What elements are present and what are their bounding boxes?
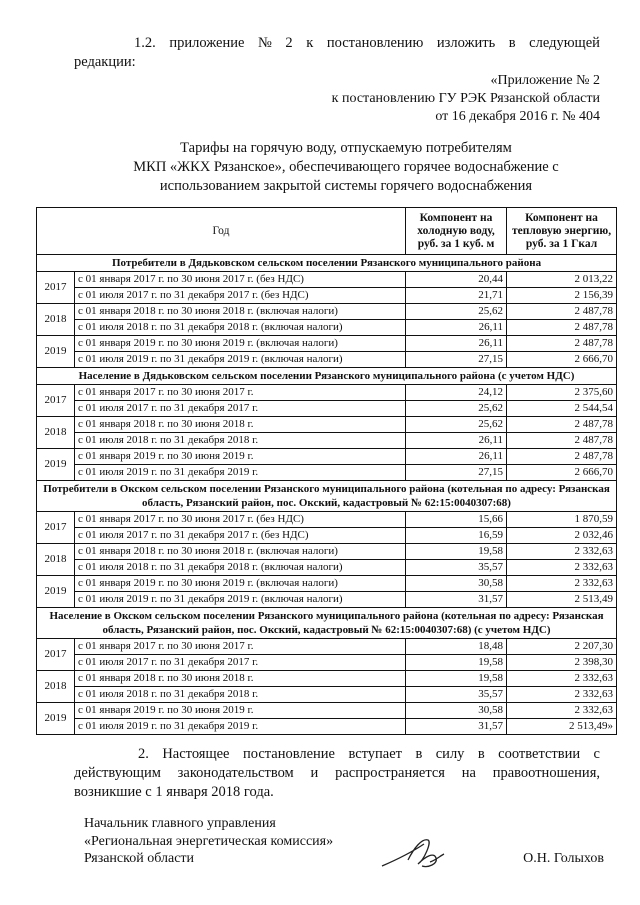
section-title: Потребители в Дядьковском сельском поселении Рязанского муниципального района	[37, 255, 617, 272]
table-row	[37, 560, 617, 576]
period-cell: с 01 января 2019 г. по 30 июня 2019 г. (включая налоги)	[75, 336, 406, 352]
period-cell: с 01 июля 2019 г. по 31 декабря 2019 г. (включая налоги)	[75, 592, 406, 608]
table-row	[37, 385, 617, 401]
year-cell: 2019	[37, 576, 75, 608]
appendix-line-1: «Приложение № 2	[490, 73, 600, 88]
table-row	[37, 417, 617, 433]
period-cell: с 01 июля 2018 г. по 31 декабря 2018 г.	[75, 433, 406, 449]
paragraph-1-2-line2: редакции:	[74, 54, 136, 70]
period-cell: с 01 июля 2019 г. по 31 декабря 2019 г.	[75, 719, 406, 735]
period-cell: с 01 января 2018 г. по 30 июня 2018 г.	[75, 417, 406, 433]
word: к	[306, 35, 314, 51]
heat-energy-cell: 2 487,78	[507, 449, 617, 465]
cold-water-cell: 27,15	[406, 465, 507, 481]
table-row	[37, 544, 617, 560]
word: изложить	[436, 35, 496, 51]
paragraph-number: 1.2.	[134, 35, 156, 51]
period-cell: с 01 января 2019 г. по 30 июня 2019 г.	[75, 703, 406, 719]
table-row	[37, 465, 617, 481]
handwritten-signature	[378, 830, 448, 874]
cold-water-cell: 30,58	[406, 576, 507, 592]
period-cell: с 01 января 2019 г. по 30 июня 2019 г. (включая налоги)	[75, 576, 406, 592]
word: приложение	[169, 35, 245, 51]
table-row	[37, 288, 617, 304]
heat-energy-cell: 2 375,60	[507, 385, 617, 401]
word: постановлению	[326, 35, 424, 51]
appendix-line-2: к постановлению ГУ РЭК Рязанской области	[331, 91, 600, 106]
table-row	[37, 352, 617, 368]
heat-energy-cell: 2 332,63	[507, 576, 617, 592]
year-cell: 2019	[37, 449, 75, 481]
table-row	[37, 272, 617, 288]
section-header-row	[37, 255, 617, 272]
cold-water-cell: 18,48	[406, 639, 507, 655]
heat-energy-cell: 2 487,78	[507, 320, 617, 336]
table-row	[37, 512, 617, 528]
heat-energy-cell: 2 332,63	[507, 671, 617, 687]
cold-water-cell: 24,12	[406, 385, 507, 401]
table-row	[37, 719, 617, 735]
position-line-2: «Региональная энергетическая комиссия»	[84, 833, 334, 849]
heat-energy-cell: 2 332,63	[507, 687, 617, 703]
cold-water-cell: 25,62	[406, 304, 507, 320]
year-cell: 2018	[37, 671, 75, 703]
word: 2	[285, 35, 293, 51]
cold-water-cell: 31,57	[406, 592, 507, 608]
section-header-row	[37, 481, 617, 512]
period-cell: с 01 января 2018 г. по 30 июня 2018 г. (включая налоги)	[75, 304, 406, 320]
paragraph-2	[74, 745, 600, 802]
heat-energy-cell: 2 666,70	[507, 352, 617, 368]
heat-energy-cell: 2 487,78	[507, 433, 617, 449]
heat-energy-cell: 2 332,63	[507, 544, 617, 560]
section-header-row	[37, 368, 617, 385]
table-row	[37, 304, 617, 320]
year-cell: 2019	[37, 703, 75, 735]
cold-water-cell: 27,15	[406, 352, 507, 368]
heat-energy-cell: 2 487,78	[507, 417, 617, 433]
period-cell: с 01 января 2017 г. по 30 июня 2017 г.	[75, 385, 406, 401]
period-cell: с 01 января 2017 г. по 30 июня 2017 г. (без НДС)	[75, 512, 406, 528]
table-row	[37, 703, 617, 719]
section-title: Население в Дядьковском сельском поселении Рязанского муниципального района (с учетом НДС)	[37, 368, 617, 385]
heat-energy-cell: 2 332,63	[507, 703, 617, 719]
table-row	[37, 433, 617, 449]
heat-energy-cell: 2 398,30	[507, 655, 617, 671]
cold-water-cell: 20,44	[406, 272, 507, 288]
heat-energy-cell: 1 870,59	[507, 512, 617, 528]
table-row	[37, 401, 617, 417]
heat-energy-cell: 2 513,49	[507, 592, 617, 608]
table-row	[37, 687, 617, 703]
table-title	[90, 139, 602, 196]
cold-water-cell: 31,57	[406, 719, 507, 735]
period-cell: с 01 июля 2017 г. по 31 декабря 2017 г. (без НДС)	[75, 528, 406, 544]
period-cell: с 01 июля 2019 г. по 31 декабря 2019 г.	[75, 465, 406, 481]
cold-water-cell: 30,58	[406, 703, 507, 719]
table-row	[37, 336, 617, 352]
cold-water-cell: 16,59	[406, 528, 507, 544]
heat-energy-cell: 2 032,46	[507, 528, 617, 544]
cold-water-cell: 25,62	[406, 417, 507, 433]
cold-water-cell: 19,58	[406, 655, 507, 671]
title-line-3: использованием закрытой системы горячего водоснабжения	[159, 178, 533, 194]
table-row	[37, 639, 617, 655]
position-line-1: Начальник главного управления	[84, 816, 276, 831]
cold-water-cell: 35,57	[406, 687, 507, 703]
period-cell: с 01 января 2017 г. по 30 июня 2017 г.	[75, 639, 406, 655]
heat-energy-cell: 2 487,78	[507, 336, 617, 352]
period-cell: с 01 июля 2017 г. по 31 декабря 2017 г.	[75, 401, 406, 417]
table-row	[37, 671, 617, 687]
period-cell: с 01 июля 2017 г. по 31 декабря 2017 г.	[75, 655, 406, 671]
heat-energy-cell: 2 332,63	[507, 560, 617, 576]
title-line-2: МКП «ЖКХ Рязанское», обеспечивающего горячее водоснабжение с	[133, 159, 559, 175]
header-year: Год	[37, 208, 406, 255]
cold-water-cell: 26,11	[406, 336, 507, 352]
appendix-line-3: от 16 декабря 2016 г. № 404	[435, 109, 600, 124]
table-row	[37, 320, 617, 336]
cold-water-cell: 15,66	[406, 512, 507, 528]
year-cell: 2018	[37, 544, 75, 576]
appendix-header	[260, 72, 600, 126]
heat-energy-cell: 2 487,78	[507, 304, 617, 320]
year-cell: 2017	[37, 385, 75, 417]
table-row	[37, 655, 617, 671]
position-line-3: Рязанской области	[84, 851, 195, 866]
paragraph-1-2	[74, 34, 600, 72]
period-cell: с 01 января 2018 г. по 30 июня 2018 г. (включая налоги)	[75, 544, 406, 560]
period-cell: с 01 января 2018 г. по 30 июня 2018 г.	[75, 671, 406, 687]
section-title: Население в Окском сельском поселении Рязанского муниципального района (котельная по адресу: Рязанская область, Рязанский район, пос. Окский, кадастровый № 62:15:0040307:68) (с учетом НДС)	[37, 608, 617, 639]
period-cell: с 01 июля 2017 г. по 31 декабря 2017 г. (без НДС)	[75, 288, 406, 304]
year-cell: 2017	[37, 272, 75, 304]
cold-water-cell: 19,58	[406, 671, 507, 687]
period-cell: с 01 января 2017 г. по 30 июня 2017 г. (без НДС)	[75, 272, 406, 288]
word: следующей	[529, 35, 600, 51]
heat-energy-cell: 2 513,49»	[507, 719, 617, 735]
cold-water-cell: 26,11	[406, 449, 507, 465]
cold-water-cell: 26,11	[406, 433, 507, 449]
heat-energy-cell: 2 666,70	[507, 465, 617, 481]
tariff-table	[36, 207, 617, 735]
cold-water-cell: 35,57	[406, 560, 507, 576]
period-cell: с 01 июля 2018 г. по 31 декабря 2018 г.	[75, 687, 406, 703]
period-cell: с 01 июля 2018 г. по 31 декабря 2018 г. (включая налоги)	[75, 560, 406, 576]
header-cold-water: Компонент на холодную воду, руб. за 1 куб. м	[406, 208, 507, 255]
section-title: Потребители в Окском сельском поселении Рязанского муниципального района (котельная по адресу: Рязанская область, Рязанский район, пос. Окский, кадастровый № 62:15:0040307:68)	[37, 481, 617, 512]
heat-energy-cell: 2 013,22	[507, 272, 617, 288]
year-cell: 2019	[37, 336, 75, 368]
period-cell: с 01 июля 2019 г. по 31 декабря 2019 г. (включая налоги)	[75, 352, 406, 368]
word: №	[258, 35, 272, 51]
word: в	[508, 35, 516, 51]
table-row	[37, 576, 617, 592]
year-cell: 2017	[37, 639, 75, 671]
table-header-row	[37, 208, 617, 255]
year-cell: 2018	[37, 417, 75, 449]
paragraph-2-text: 2. Настоящее постановление вступает в силу в соответствии с действующим законодательством и распространяется на правоотношения, возникшие с 1 января 2018 года.	[74, 746, 600, 800]
tariff-table-body	[37, 255, 617, 735]
year-cell: 2017	[37, 512, 75, 544]
table-row	[37, 449, 617, 465]
year-cell: 2018	[37, 304, 75, 336]
title-line-1: Тарифы на горячую воду, отпускаемую потребителям	[180, 140, 512, 156]
signer-name: О.Н. Голыхов	[523, 851, 604, 866]
signature-position	[84, 815, 333, 868]
table-row	[37, 528, 617, 544]
heat-energy-cell: 2 156,39	[507, 288, 617, 304]
heat-energy-cell: 2 544,54	[507, 401, 617, 417]
header-heat-energy: Компонент на тепловую энергию, руб. за 1 Гкал	[507, 208, 617, 255]
period-cell: с 01 июля 2018 г. по 31 декабря 2018 г. (включая налоги)	[75, 320, 406, 336]
cold-water-cell: 25,62	[406, 401, 507, 417]
cold-water-cell: 26,11	[406, 320, 507, 336]
section-header-row	[37, 608, 617, 639]
heat-energy-cell: 2 207,30	[507, 639, 617, 655]
table-row	[37, 592, 617, 608]
cold-water-cell: 21,71	[406, 288, 507, 304]
period-cell: с 01 января 2019 г. по 30 июня 2019 г.	[75, 449, 406, 465]
paragraph-1-2-line1	[74, 34, 600, 53]
cold-water-cell: 19,58	[406, 544, 507, 560]
